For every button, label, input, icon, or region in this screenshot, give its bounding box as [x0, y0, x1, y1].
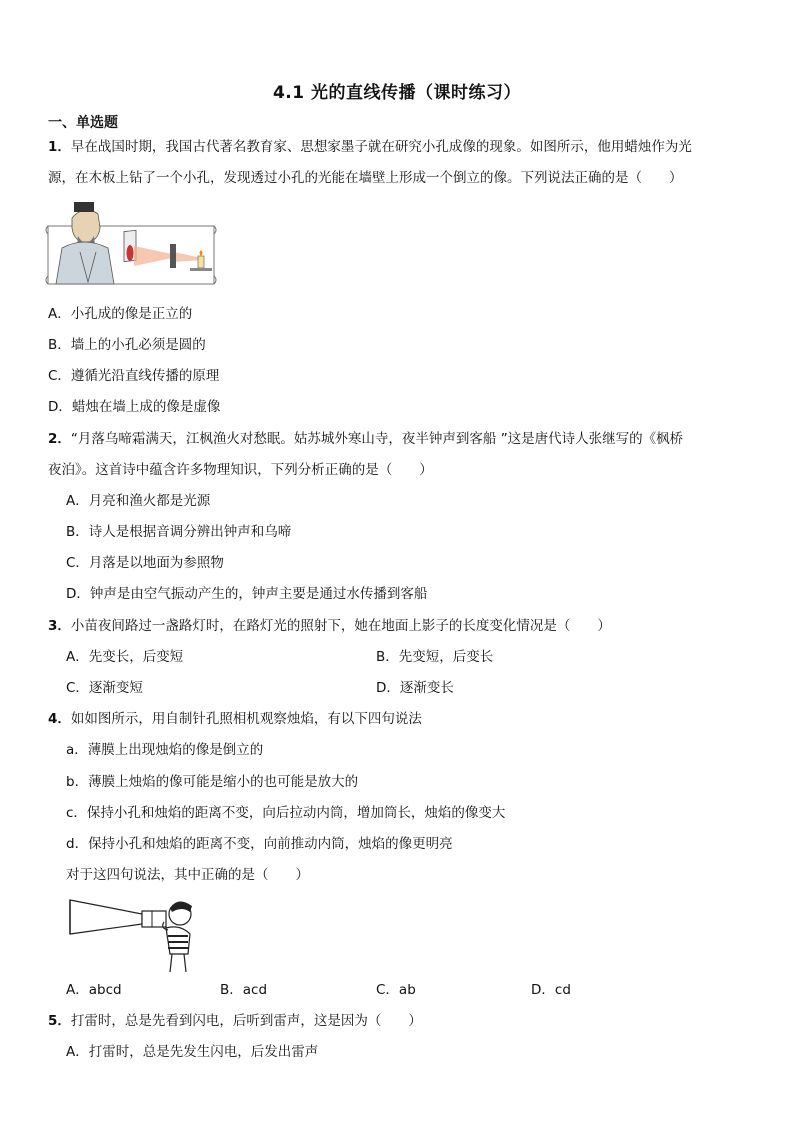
pinhole-camera-figure — [64, 892, 200, 974]
question-5-number: 5． — [48, 1013, 71, 1029]
section-heading: 一、单选题 — [48, 115, 118, 131]
question-3-text: 小苗夜间路过一盏路灯时，在路灯光的照射下，她在地面上影子的长度变化情况是（ ） — [70, 618, 611, 634]
question-3-number: 3． — [48, 618, 71, 634]
question-4-text: 如如图所示，用自制针孔照相机观察烛焰，有以下四句说法 — [70, 711, 422, 727]
question-4-option-d: D．cd — [531, 982, 571, 998]
question-1-option-c: C．遵循光沿直线传播的原理 — [48, 368, 220, 384]
question-4-line-1 — [48, 710, 422, 728]
question-3-option-c: C．逐渐变短 — [66, 680, 143, 696]
question-5-text: 打雷时，总是先看到闪电，后听到雷声，这是因为（ ） — [70, 1013, 422, 1029]
question-2-number: 2． — [48, 431, 71, 447]
question-4-ask: 对于这四句说法，其中正确的是（ ） — [66, 867, 309, 883]
question-4-statement-c: c．保持小孔和烛焰的距离不变，向后拉动内筒，增加筒长，烛焰的像变大 — [66, 805, 506, 821]
question-2-option-c: C．月落是以地面为参照物 — [66, 555, 224, 571]
question-4-number: 4． — [48, 711, 71, 727]
question-1-text: 早在战国时期，我国古代著名教育家、思想家墨子就在研究小孔成像的现象。如图所示，他用蜡烛作为光 — [70, 139, 692, 155]
question-4-option-c: C．ab — [376, 982, 416, 998]
question-3-line-1 — [48, 617, 611, 635]
question-4-option-a: A．abcd — [66, 982, 122, 998]
question-4-statement-d: d．保持小孔和烛焰的距离不变，向前推动内筒，烛焰的像更明亮 — [66, 836, 453, 852]
question-2-line-2: 夜泊》。这首诗中蕴含许多物理知识，下列分析正确的是（ ） — [48, 462, 433, 478]
question-4-statement-a: a．薄膜上出现烛焰的像是倒立的 — [66, 742, 264, 758]
question-1-line-2: 源，在木板上钻了一个小孔，发现透过小孔的光能在墙壁上形成一个倒立的像。下列说法正确的是（ ） — [48, 170, 683, 186]
question-1-line-1 — [48, 138, 692, 156]
question-5-option-a: A．打雷时，总是先发生闪电，后发出雷声 — [66, 1044, 319, 1060]
question-2-option-b: B．诗人是根据音调分辨出钟声和乌啼 — [66, 524, 292, 540]
question-1-number: 1． — [48, 139, 71, 155]
question-3-option-d: D．逐渐变长 — [376, 680, 454, 696]
page-title: 4.1 光的直线传播（课时练习） — [272, 83, 522, 103]
question-4-option-b: B．acd — [220, 982, 268, 998]
question-5-line-1 — [48, 1012, 422, 1030]
question-4-statement-b: b．薄膜上烛焰的像可能是缩小的也可能是放大的 — [66, 774, 359, 790]
mozi-pinhole-figure — [44, 196, 220, 292]
question-2-option-a: A．月亮和渔火都是光源 — [66, 493, 211, 509]
question-1-option-d: D．蜡烛在墙上成的像是虚像 — [48, 399, 221, 415]
question-1-option-a: A．小孔成的像是正立的 — [48, 306, 193, 322]
question-2-text: “月落乌啼霜满天，江枫渔火对愁眠。姑苏城外寒山寺，夜半钟声到客船 ”这是唐代诗人张继写的《枫桥 — [70, 431, 684, 447]
question-3-option-b: B．先变短，后变长 — [376, 649, 494, 665]
question-3-option-a: A．先变长，后变短 — [66, 649, 184, 665]
question-2-option-d: D．钟声是由空气振动产生的，钟声主要是通过水传播到客船 — [66, 586, 428, 602]
question-2-line-1 — [48, 430, 683, 448]
question-1-option-b: B．墙上的小孔必须是圆的 — [48, 337, 206, 353]
